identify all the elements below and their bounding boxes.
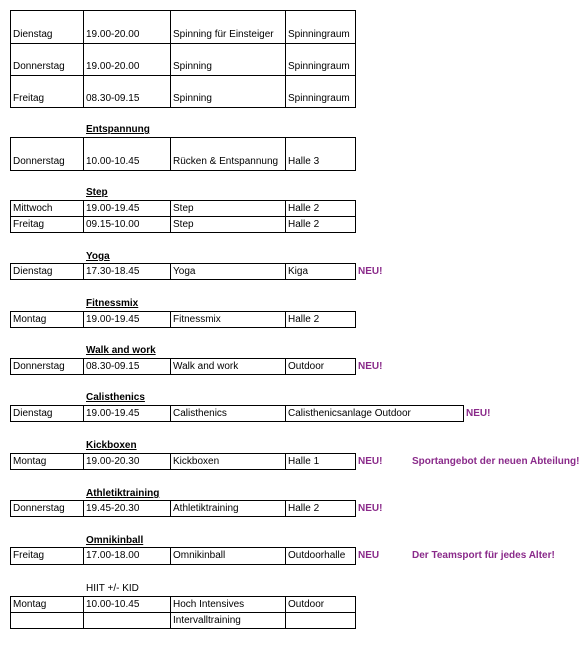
grid-line: [10, 358, 356, 359]
grid-line: [170, 500, 171, 517]
grid-line: [10, 263, 11, 280]
grid-line: [355, 453, 356, 470]
grid-line: [170, 311, 171, 328]
grid-line: [10, 500, 11, 517]
grid-line: [170, 547, 171, 565]
new-badge: NEU: [358, 550, 380, 561]
grid-line: [355, 500, 356, 517]
table-cell-room: Halle 2: [288, 314, 320, 325]
grid-line: [83, 547, 84, 565]
table-cell-room: Outdoor: [288, 599, 325, 610]
grid-line: [355, 596, 356, 629]
table-cell-day: Dienstag: [13, 408, 53, 419]
grid-line: [10, 200, 356, 201]
promo-note: Sportangebot der neuen Abteilung!: [412, 456, 580, 467]
promo-note: Der Teamsport für jedes Alter!: [412, 550, 555, 561]
table-cell-time: 09.15-10.00: [86, 219, 140, 230]
table-cell-course: Rücken & Entspannung: [173, 156, 279, 167]
table-cell-course: Kickboxen: [173, 456, 220, 467]
grid-line: [285, 200, 286, 233]
table-cell-time: 19.00-19.45: [86, 203, 140, 214]
grid-line: [83, 200, 84, 233]
grid-line: [285, 358, 286, 375]
table-cell-room: Calisthenicsanlage Outdoor: [288, 408, 411, 419]
table-cell-course: Athletiktraining: [173, 503, 239, 514]
table-cell-time: 08.30-09.15: [86, 361, 140, 372]
new-badge: NEU!: [358, 266, 383, 277]
table-cell-day: Donnerstag: [13, 156, 65, 167]
table-cell-course: Hoch Intensives: [173, 599, 245, 610]
table-cell-course: Yoga: [173, 266, 196, 277]
table-cell-day: Donnerstag: [13, 503, 65, 514]
table-cell-day: Donnerstag: [13, 361, 65, 372]
section-heading: Yoga: [86, 251, 110, 262]
grid-line: [285, 263, 286, 280]
table-cell-course: Walk and work: [173, 361, 239, 372]
table-cell-course: Spinning: [173, 93, 212, 104]
grid-line: [10, 628, 356, 629]
table-cell-course: Intervalltraining: [173, 615, 241, 626]
grid-line: [170, 405, 171, 422]
grid-line: [10, 10, 356, 11]
grid-line: [10, 500, 356, 501]
table-cell-time: 08.30-09.15: [86, 93, 140, 104]
table-cell-course: Spinning für Einsteiger: [173, 29, 274, 40]
grid-line: [10, 421, 464, 422]
new-badge: NEU!: [358, 503, 383, 514]
grid-line: [355, 263, 356, 280]
grid-line: [285, 596, 286, 629]
grid-line: [83, 405, 84, 422]
grid-line: [10, 358, 11, 375]
grid-line: [463, 405, 464, 422]
section-heading: Athletiktraining: [86, 488, 160, 499]
grid-line: [285, 311, 286, 328]
table-cell-course: Step: [173, 203, 194, 214]
grid-line: [10, 405, 11, 422]
table-cell-course: Omnikinball: [173, 550, 226, 561]
table-cell-room: Spinningraum: [288, 61, 350, 72]
grid-line: [10, 453, 11, 470]
grid-line: [10, 75, 356, 76]
grid-line: [285, 500, 286, 517]
grid-line: [10, 200, 11, 233]
table-cell-room: Kiga: [288, 266, 309, 277]
grid-line: [10, 263, 356, 264]
grid-line: [10, 137, 11, 171]
table-cell-day: Donnerstag: [13, 61, 65, 72]
grid-line: [83, 263, 84, 280]
table-cell-time: 17.30-18.45: [86, 266, 140, 277]
grid-line: [355, 311, 356, 328]
grid-line: [10, 469, 356, 470]
grid-line: [10, 232, 356, 233]
table-cell-day: Mittwoch: [13, 203, 53, 214]
grid-line: [10, 564, 356, 565]
new-badge: NEU!: [466, 408, 491, 419]
table-cell-time: 19.00-19.45: [86, 408, 140, 419]
new-badge: NEU!: [358, 456, 383, 467]
grid-line: [83, 596, 84, 629]
grid-line: [10, 137, 356, 138]
table-cell-day: Dienstag: [13, 266, 53, 277]
grid-line: [83, 10, 84, 108]
table-cell-time: 19.00-20.00: [86, 29, 140, 40]
table-cell-time: 10.00-10.45: [86, 599, 140, 610]
grid-line: [10, 516, 356, 517]
grid-line: [83, 137, 84, 171]
table-cell-day: Montag: [13, 599, 47, 610]
grid-line: [10, 43, 356, 44]
grid-line: [285, 405, 286, 422]
grid-line: [10, 612, 356, 613]
grid-line: [10, 311, 11, 328]
grid-line: [10, 374, 356, 375]
grid-line: [355, 10, 356, 108]
table-cell-time: 10.00-10.45: [86, 156, 140, 167]
grid-line: [10, 453, 356, 454]
table-cell-day: Dienstag: [13, 29, 53, 40]
grid-line: [10, 311, 356, 312]
section-heading: Omnikinball: [86, 535, 144, 546]
grid-line: [10, 327, 356, 328]
grid-line: [83, 358, 84, 375]
table-cell-time: 17.00-18.00: [86, 550, 140, 561]
grid-line: [10, 216, 356, 217]
table-cell-course: Step: [173, 219, 194, 230]
table-cell-day: Montag: [13, 456, 47, 467]
table-cell-time: 19.00-19.45: [86, 314, 140, 325]
grid-line: [10, 279, 356, 280]
grid-line: [10, 10, 11, 108]
table-cell-course: Spinning: [173, 61, 212, 72]
grid-line: [10, 596, 356, 597]
section-heading: Entspannung: [86, 124, 150, 135]
grid-line: [355, 200, 356, 233]
table-cell-day: Freitag: [13, 550, 45, 561]
grid-line: [355, 358, 356, 375]
grid-line: [355, 547, 356, 565]
table-cell-room: Halle 2: [288, 203, 320, 214]
grid-line: [170, 263, 171, 280]
table-cell-day: Montag: [13, 314, 47, 325]
grid-line: [10, 547, 11, 565]
table-cell-room: Outdoorhalle: [288, 550, 346, 561]
table-cell-time: 19.00-20.30: [86, 456, 140, 467]
section-heading: Step: [86, 187, 108, 198]
table-cell-course: Calisthenics: [173, 408, 227, 419]
table-cell-day: Freitag: [13, 219, 45, 230]
section-heading: Walk and work: [86, 345, 156, 356]
grid-line: [10, 596, 11, 629]
section-heading: Calisthenics: [86, 392, 145, 403]
new-badge: NEU!: [358, 361, 383, 372]
grid-line: [170, 453, 171, 470]
section-heading: Fitnessmix: [86, 298, 139, 309]
table-cell-room: Spinningraum: [288, 29, 350, 40]
table-cell-room: Halle 2: [288, 503, 320, 514]
grid-line: [83, 453, 84, 470]
section-heading: Kickboxen: [86, 440, 137, 451]
grid-line: [83, 500, 84, 517]
grid-line: [170, 358, 171, 375]
grid-line: [285, 10, 286, 108]
section-heading: HIIT +/- KID: [86, 583, 139, 594]
table-cell-time: 19.00-20.00: [86, 61, 140, 72]
grid-line: [10, 170, 356, 171]
table-cell-room: Halle 3: [288, 156, 320, 167]
grid-line: [170, 596, 171, 629]
grid-line: [285, 453, 286, 470]
grid-line: [83, 311, 84, 328]
grid-line: [170, 200, 171, 233]
grid-line: [355, 137, 356, 171]
table-cell-room: Halle 1: [288, 456, 320, 467]
table-cell-time: 19.45-20.30: [86, 503, 140, 514]
grid-line: [170, 137, 171, 171]
grid-line: [10, 547, 356, 548]
grid-line: [170, 10, 171, 108]
grid-line: [285, 137, 286, 171]
table-cell-room: Outdoor: [288, 361, 325, 372]
table-cell-day: Freitag: [13, 93, 45, 104]
table-cell-course: Fitnessmix: [173, 314, 221, 325]
grid-line: [10, 405, 464, 406]
grid-line: [285, 547, 286, 565]
table-cell-room: Spinningraum: [288, 93, 350, 104]
table-cell-room: Halle 2: [288, 219, 320, 230]
grid-line: [10, 107, 356, 108]
